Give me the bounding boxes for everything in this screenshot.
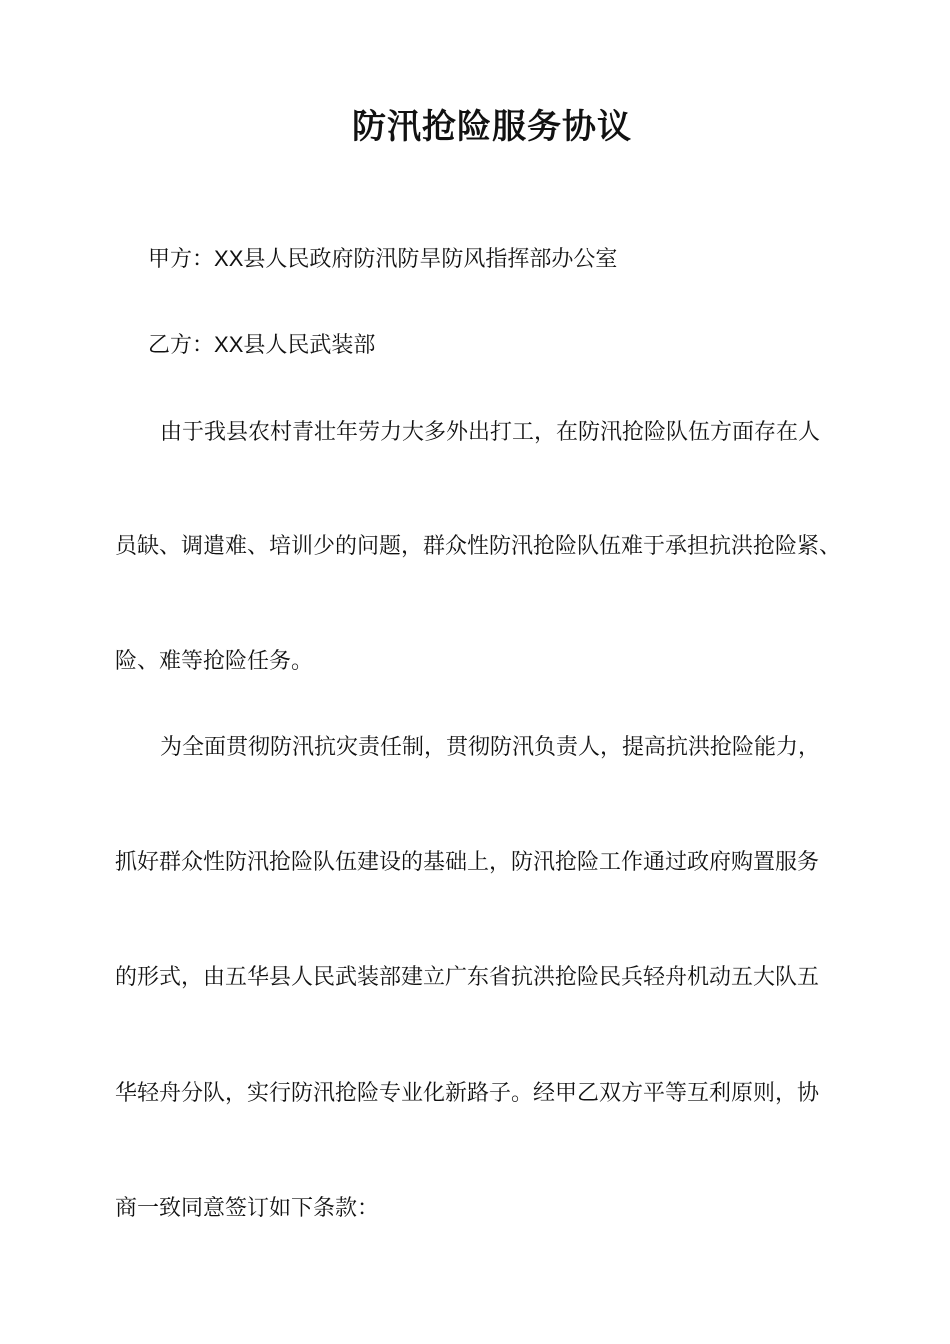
party-b-line bbox=[148, 330, 375, 361]
paragraph-2-line-3: 的形式，由五华县人民武装部建立广东省抗洪抢险民兵轻舟机动五大队五 bbox=[115, 965, 820, 990]
party-b-name: 县人民武装部 bbox=[243, 333, 376, 358]
party-a-name: 县人民政府防汛防旱防风指挥部办公室 bbox=[243, 247, 618, 272]
paragraph-1-line-1: 由于我县农村青壮年劳力大多外出打工，在防汛抢险队伍方面存在人 bbox=[160, 420, 821, 445]
paragraph-1-line-2: 员缺、调遣难、培训少的问题，群众性防汛抢险队伍难于承担抗洪抢险紧、 bbox=[115, 534, 842, 559]
document-title: 防汛抢险服务协议 bbox=[352, 107, 632, 147]
paragraph-1-line-3: 险、难等抢险任务。 bbox=[115, 649, 314, 674]
paragraph-2-line-4: 华轻舟分队，实行防汛抢险专业化新路子。经甲乙双方平等互利原则，协 bbox=[115, 1081, 820, 1106]
paragraph-2-line-2: 抓好群众性防汛抢险队伍建设的基础上，防汛抢险工作通过政府购置服务 bbox=[115, 850, 820, 875]
paragraph-2-line-1: 为全面贯彻防汛抗灾责任制，贯彻防汛负责人，提高抗洪抢险能力， bbox=[160, 735, 821, 760]
party-a-prefix: XX bbox=[214, 246, 244, 271]
party-a-line bbox=[148, 244, 617, 275]
paragraph-2-line-5: 商一致同意签订如下条款： bbox=[115, 1196, 380, 1221]
party-a-label: 甲方： bbox=[148, 247, 215, 272]
party-b-prefix: XX bbox=[214, 332, 244, 357]
party-b-label: 乙方： bbox=[148, 333, 215, 358]
